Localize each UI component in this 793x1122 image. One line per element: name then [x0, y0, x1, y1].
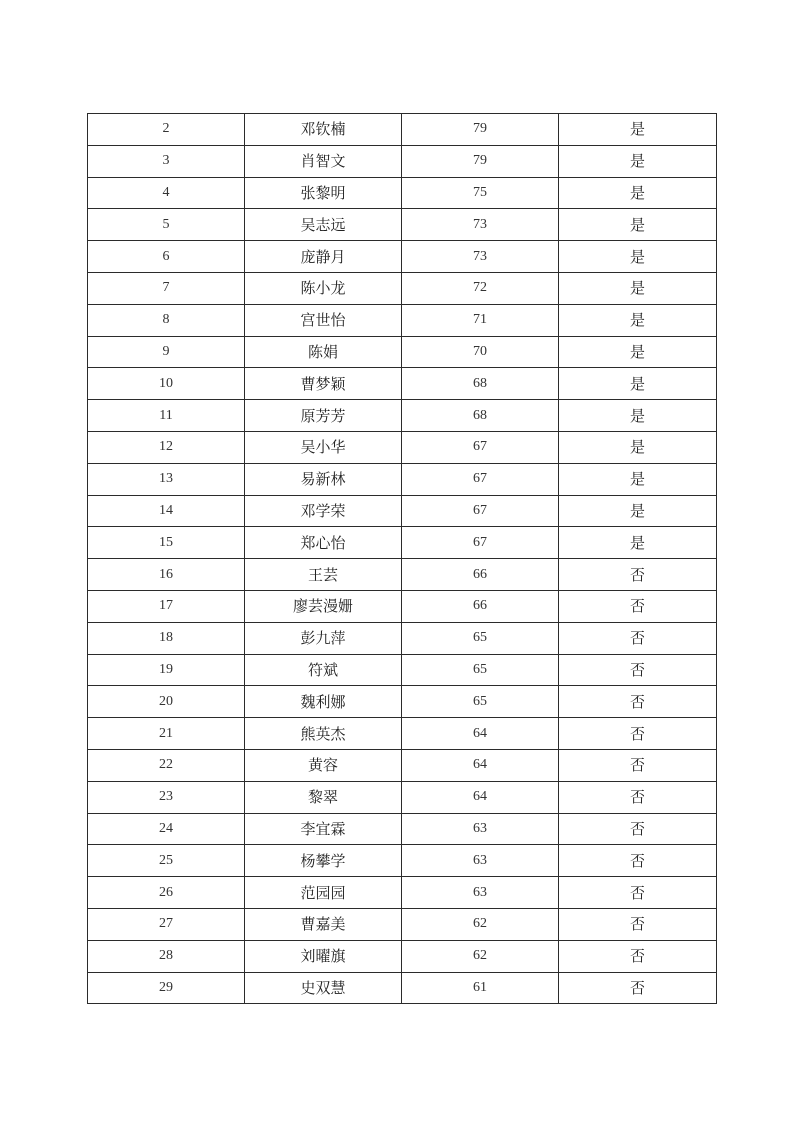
rank-cell: 4 [88, 177, 245, 209]
pass-cell: 否 [559, 622, 717, 654]
table-row [88, 272, 717, 304]
table-row [88, 527, 717, 559]
pass-cell: 是 [559, 431, 717, 463]
rank-cell: 3 [88, 145, 245, 177]
pass-cell: 否 [559, 654, 717, 686]
score-cell: 71 [402, 304, 559, 336]
table-row [88, 718, 717, 750]
results-table [87, 113, 717, 1004]
rank-cell: 27 [88, 908, 245, 940]
pass-cell: 否 [559, 877, 717, 909]
score-cell: 63 [402, 845, 559, 877]
pass-cell: 否 [559, 781, 717, 813]
name-cell: 范园园 [245, 877, 402, 909]
name-cell: 王芸 [245, 559, 402, 591]
score-cell: 64 [402, 718, 559, 750]
score-cell: 61 [402, 972, 559, 1004]
rank-cell: 19 [88, 654, 245, 686]
table-row [88, 972, 717, 1004]
name-cell: 魏利娜 [245, 686, 402, 718]
score-cell: 68 [402, 368, 559, 400]
name-cell: 宫世怡 [245, 304, 402, 336]
pass-cell: 是 [559, 114, 717, 146]
score-cell: 66 [402, 559, 559, 591]
name-cell: 陈小龙 [245, 272, 402, 304]
table-row [88, 145, 717, 177]
rank-cell: 5 [88, 209, 245, 241]
score-cell: 68 [402, 400, 559, 432]
rank-cell: 21 [88, 718, 245, 750]
pass-cell: 是 [559, 272, 717, 304]
name-cell: 陈娟 [245, 336, 402, 368]
name-cell: 庞静月 [245, 241, 402, 273]
name-cell: 曹嘉美 [245, 908, 402, 940]
name-cell: 张黎明 [245, 177, 402, 209]
name-cell: 邓钦楠 [245, 114, 402, 146]
score-cell: 63 [402, 813, 559, 845]
pass-cell: 是 [559, 463, 717, 495]
score-cell: 73 [402, 209, 559, 241]
rank-cell: 18 [88, 622, 245, 654]
pass-cell: 否 [559, 908, 717, 940]
name-cell: 原芳芳 [245, 400, 402, 432]
rank-cell: 23 [88, 781, 245, 813]
results-table-body [88, 114, 717, 1004]
table-row [88, 781, 717, 813]
rank-cell: 24 [88, 813, 245, 845]
name-cell: 吴志远 [245, 209, 402, 241]
name-cell: 符斌 [245, 654, 402, 686]
pass-cell: 否 [559, 718, 717, 750]
score-cell: 79 [402, 114, 559, 146]
name-cell: 邓学荣 [245, 495, 402, 527]
pass-cell: 是 [559, 400, 717, 432]
table-row [88, 368, 717, 400]
name-cell: 廖芸漫姗 [245, 590, 402, 622]
table-row [88, 590, 717, 622]
pass-cell: 是 [559, 304, 717, 336]
table-row [88, 813, 717, 845]
rank-cell: 7 [88, 272, 245, 304]
pass-cell: 否 [559, 845, 717, 877]
score-cell: 62 [402, 908, 559, 940]
name-cell: 黄容 [245, 749, 402, 781]
name-cell: 彭九萍 [245, 622, 402, 654]
rank-cell: 8 [88, 304, 245, 336]
pass-cell: 是 [559, 145, 717, 177]
pass-cell: 是 [559, 241, 717, 273]
score-cell: 79 [402, 145, 559, 177]
name-cell: 史双慧 [245, 972, 402, 1004]
table-row [88, 209, 717, 241]
pass-cell: 否 [559, 749, 717, 781]
score-cell: 65 [402, 654, 559, 686]
pass-cell: 否 [559, 940, 717, 972]
score-cell: 62 [402, 940, 559, 972]
rank-cell: 22 [88, 749, 245, 781]
table-row [88, 336, 717, 368]
table-row [88, 908, 717, 940]
pass-cell: 是 [559, 209, 717, 241]
table-row [88, 877, 717, 909]
rank-cell: 20 [88, 686, 245, 718]
table-row [88, 622, 717, 654]
rank-cell: 29 [88, 972, 245, 1004]
score-cell: 70 [402, 336, 559, 368]
score-cell: 67 [402, 431, 559, 463]
pass-cell: 否 [559, 559, 717, 591]
score-cell: 75 [402, 177, 559, 209]
table-row [88, 845, 717, 877]
table-row [88, 686, 717, 718]
table-row [88, 654, 717, 686]
score-cell: 63 [402, 877, 559, 909]
table-row [88, 177, 717, 209]
table-row [88, 114, 717, 146]
table-row [88, 749, 717, 781]
score-cell: 66 [402, 590, 559, 622]
table-row [88, 559, 717, 591]
name-cell: 李宜霖 [245, 813, 402, 845]
score-cell: 64 [402, 749, 559, 781]
rank-cell: 9 [88, 336, 245, 368]
rank-cell: 17 [88, 590, 245, 622]
rank-cell: 12 [88, 431, 245, 463]
rank-cell: 25 [88, 845, 245, 877]
score-cell: 67 [402, 495, 559, 527]
score-cell: 65 [402, 622, 559, 654]
rank-cell: 6 [88, 241, 245, 273]
table-row [88, 400, 717, 432]
pass-cell: 否 [559, 686, 717, 718]
pass-cell: 是 [559, 495, 717, 527]
rank-cell: 16 [88, 559, 245, 591]
score-cell: 67 [402, 527, 559, 559]
score-cell: 72 [402, 272, 559, 304]
name-cell: 易新林 [245, 463, 402, 495]
rank-cell: 10 [88, 368, 245, 400]
name-cell: 肖智文 [245, 145, 402, 177]
score-cell: 73 [402, 241, 559, 273]
rank-cell: 28 [88, 940, 245, 972]
score-cell: 64 [402, 781, 559, 813]
name-cell: 熊英杰 [245, 718, 402, 750]
rank-cell: 14 [88, 495, 245, 527]
table-row [88, 304, 717, 336]
table-row [88, 431, 717, 463]
name-cell: 曹梦颖 [245, 368, 402, 400]
name-cell: 吴小华 [245, 431, 402, 463]
pass-cell: 否 [559, 590, 717, 622]
table-row [88, 940, 717, 972]
pass-cell: 是 [559, 336, 717, 368]
table-row [88, 241, 717, 273]
rank-cell: 2 [88, 114, 245, 146]
rank-cell: 15 [88, 527, 245, 559]
pass-cell: 否 [559, 813, 717, 845]
pass-cell: 是 [559, 527, 717, 559]
rank-cell: 26 [88, 877, 245, 909]
name-cell: 郑心怡 [245, 527, 402, 559]
rank-cell: 11 [88, 400, 245, 432]
name-cell: 杨攀学 [245, 845, 402, 877]
pass-cell: 是 [559, 177, 717, 209]
table-row [88, 463, 717, 495]
table-row [88, 495, 717, 527]
name-cell: 黎翠 [245, 781, 402, 813]
pass-cell: 是 [559, 368, 717, 400]
rank-cell: 13 [88, 463, 245, 495]
score-cell: 67 [402, 463, 559, 495]
score-cell: 65 [402, 686, 559, 718]
pass-cell: 否 [559, 972, 717, 1004]
name-cell: 刘曜旗 [245, 940, 402, 972]
